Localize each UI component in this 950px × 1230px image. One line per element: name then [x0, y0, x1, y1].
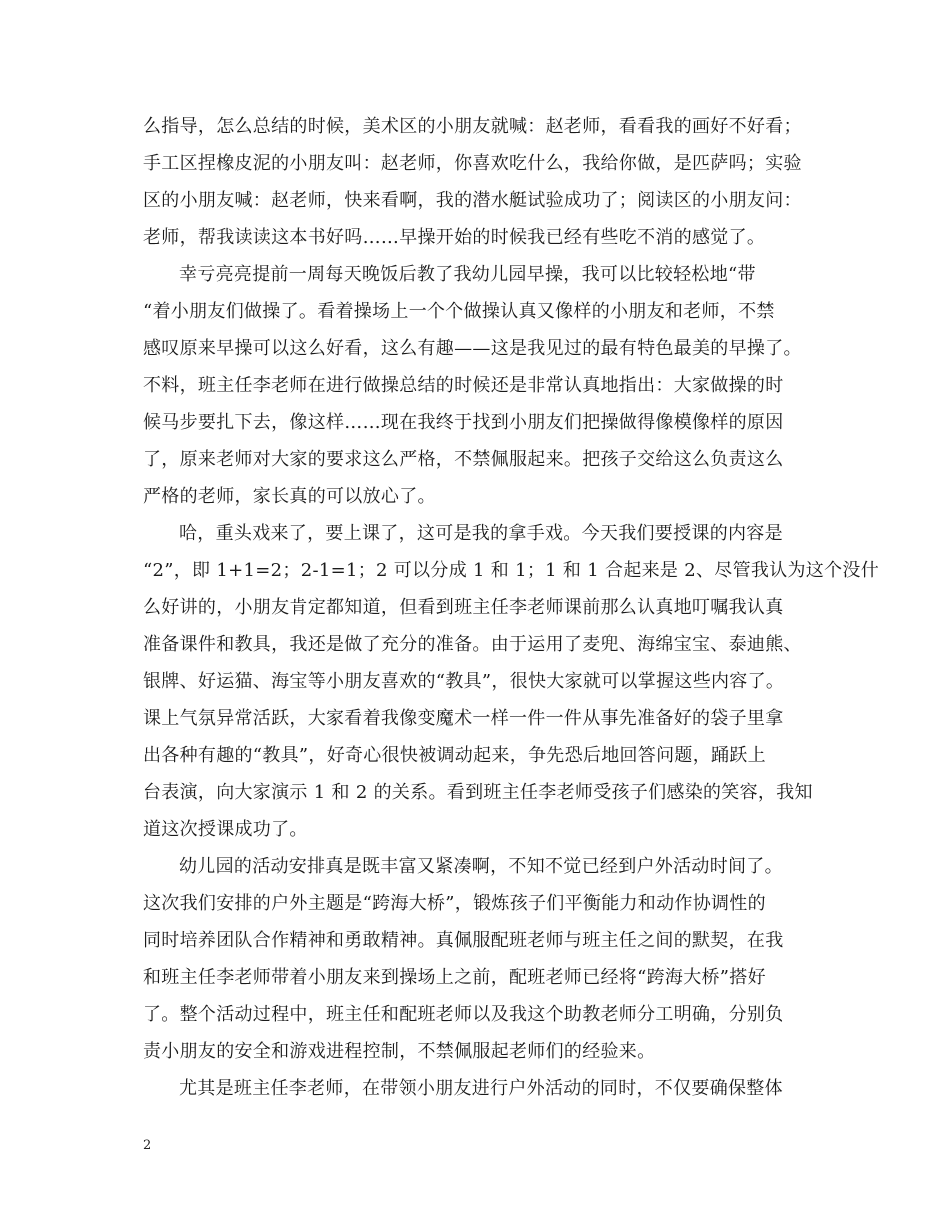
paragraph-start-line: 幸亏亮亮提前一周每天晚饭后教了我幼儿园早操，我可以比较轻松地“带	[179, 264, 756, 285]
text-line: 老师，帮我读读这本书好吗……早操开始的时候我已经有些吃不消的感觉了。	[143, 227, 766, 248]
text-line: 候马步要扎下去，像这样……现在我终于找到小朋友们把操做得像模像样的原因	[143, 412, 784, 433]
text-line: 银牌、好运猫、海宝等小朋友喜欢的“教具”，很快大家就可以掌握这些内容了。	[143, 671, 785, 692]
text-line: 责小朋友的安全和游戏进程控制，不禁佩服起老师们的经验来。	[143, 1041, 656, 1062]
paragraph-start-line: 哈，重头戏来了，要上课了，这可是我的拿手戏。今天我们要授课的内容是	[179, 523, 783, 544]
text-line: 么好讲的，小朋友肯定都知道，但看到班主任李老师课前那么认真地叮嘱我认真	[143, 597, 784, 618]
text-line: 同时培养团队合作精神和勇敢精神。真佩服配班老师与班主任之间的默契，在我	[143, 930, 784, 951]
text-line: 出各种有趣的“教具”，好奇心很快被调动起来，争先恐后地回答问题，踊跃上	[143, 745, 766, 766]
text-line: 准备课件和教具，我还是做了充分的准备。由于运用了麦兜、海绵宝宝、泰迪熊、	[143, 634, 802, 655]
paragraph-start-line: 幼儿园的活动安排真是既丰富又紧凑啊，不知不觉已经到户外活动时间了。	[179, 856, 783, 877]
text-line: 了，原来老师对大家的要求这么严格，不禁佩服起来。把孩子交给这么负责这么	[143, 449, 784, 470]
text-line: 台表演，向大家演示 1 和 2 的关系。看到班主任李老师受孩子们感染的笑容，我知	[143, 782, 813, 803]
text-line: 区的小朋友喊：赵老师，快来看啊，我的潜水艇试验成功了；阅读区的小朋友问：	[143, 190, 802, 211]
text-line: 这次我们安排的户外主题是“跨海大桥”，锻炼孩子们平衡能力和动作协调性的	[143, 893, 766, 914]
text-line: 和班主任李老师带着小朋友来到操场上之前，配班老师已经将“跨海大桥”搭好	[143, 967, 766, 988]
text-line: 手工区捏橡皮泥的小朋友叫：赵老师，你喜欢吃什么，我给你做，是匹萨吗；实验	[143, 153, 802, 174]
text-line: “着小朋友们做操了。看着操场上一个个做操认真又像样的小朋友和老师，不禁	[143, 301, 775, 322]
text-line: 不料，班主任李老师在进行做操总结的时候还是非常认真地指出：大家做操的时	[143, 375, 784, 396]
text-line: 了。整个活动过程中，班主任和配班老师以及我这个助教老师分工明确，分别负	[143, 1004, 784, 1025]
paragraph-start-line: 尤其是班主任李老师，在带领小朋友进行户外活动的同时，不仅要确保整体	[179, 1078, 783, 1099]
text-line: 感叹原来早操可以这么好看，这么有趣——这是我见过的最有特色最美的早操了。	[143, 338, 802, 359]
text-line: 严格的老师，家长真的可以放心了。	[143, 486, 436, 507]
text-line: 课上气氛异常活跃，大家看着我像变魔术一样一件一件从事先准备好的袋子里拿	[143, 708, 784, 729]
text-line: 么指导，怎么总结的时候，美术区的小朋友就喊：赵老师，看看我的画好不好看；	[143, 116, 802, 137]
text-line: 道这次授课成功了。	[143, 819, 308, 840]
page-number: 2	[143, 1138, 152, 1153]
text-line: “2”，即 1+1=2；2-1=1；2 可以分成 1 和 1；1 和 1 合起来是 2、尽管我认为这个没什	[143, 560, 880, 581]
